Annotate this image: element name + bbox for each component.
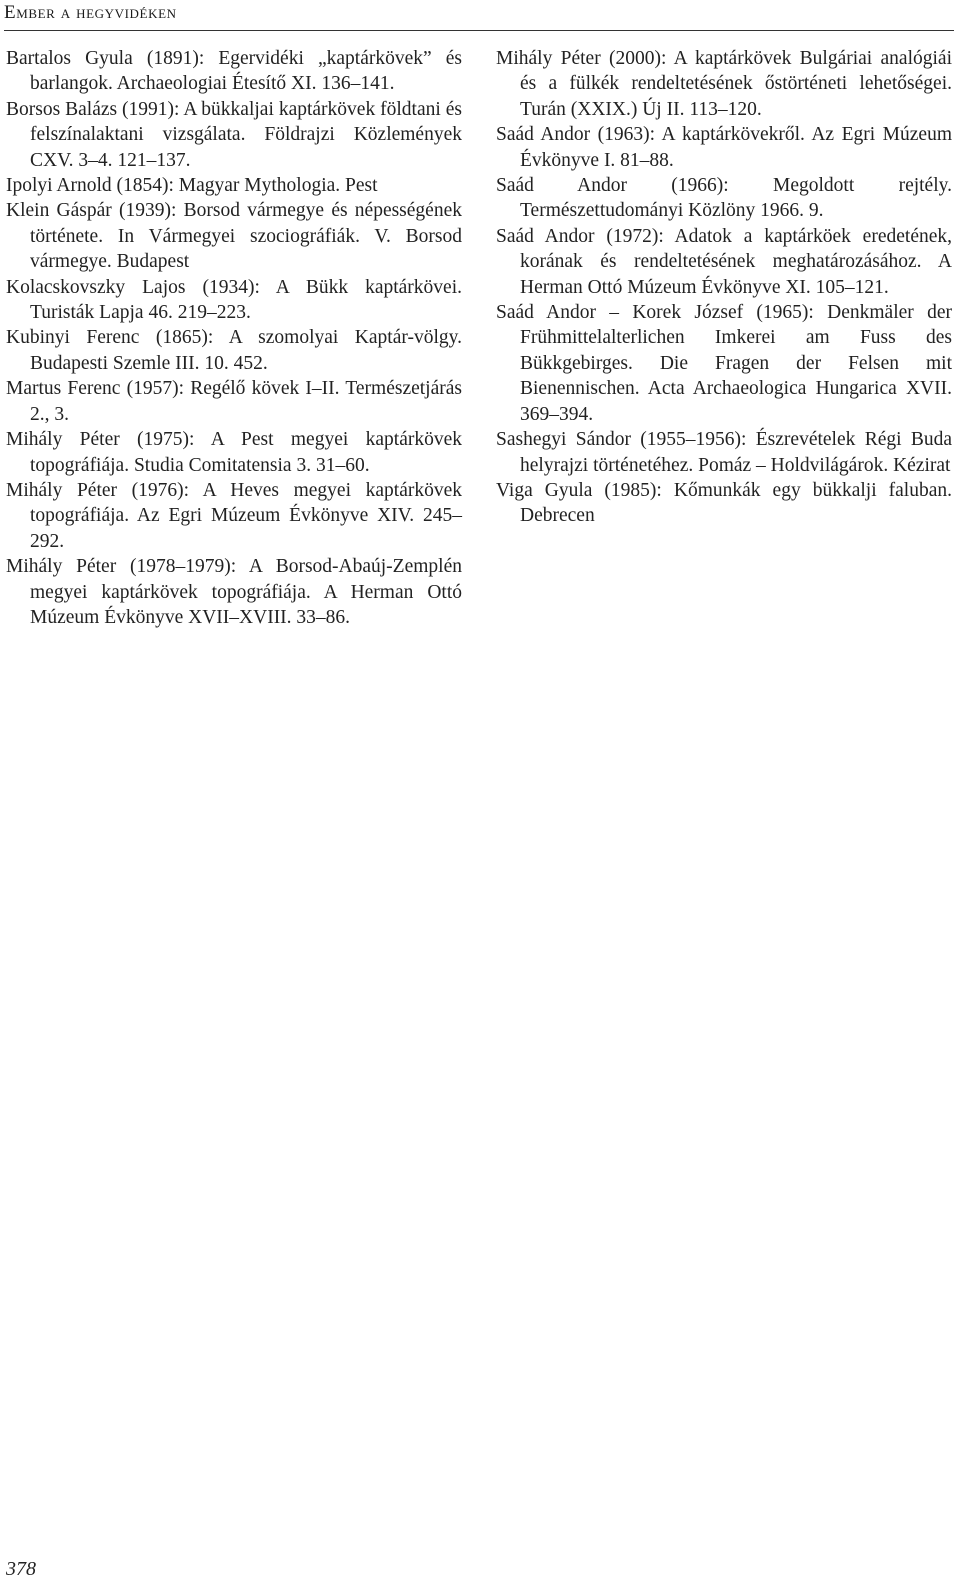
bibliography-left-column: [6, 46, 462, 630]
reference-entry: Sashegyi Sándor (1955–1956): Észrevételek Régi Buda helyrajzi történetéhez. Pomáz – Holdvilágárok. Kézirat: [496, 429, 952, 476]
reference-entry: Saád Andor (1972): Adatok a kaptárköek eredetének, korának és rendeltetésének meghatározásához. A Herman Ottó Múzeum Évkönyve XI. 105–121.: [496, 225, 952, 298]
reference-entry: Ipolyi Arnold (1854): Magyar Mythologia. Pest: [6, 175, 378, 197]
reference-entry: Borsos Balázs (1991): A bükkaljai kaptárkövek földtani és felszínalaktani vizsgálata. Földrajzi Közlemények CXV. 3–4. 121–137.: [6, 98, 462, 171]
reference-entry: Klein Gáspár (1939): Borsod vármegye és népességének története. In Vármegyei szociográfiák. V. Borsod vármegye. Budapest: [6, 200, 462, 273]
running-head: Ember a hegyvidéken: [4, 2, 177, 23]
reference-entry: Saád Andor – Korek József (1965): Denkmäler der Frühmittelalterlichen Imkerei am Fuss des Bükkgebirges. Die Fragen der Felsen mit Bienennischen. Acta Archaeologica Hungarica XVII. 369–394.: [496, 302, 952, 425]
reference-entry: Mihály Péter (1975): A Pest megyei kaptárkövek topográfiája. Studia Comitatensia 3. 31–60.: [6, 429, 462, 476]
reference-entry: Mihály Péter (2000): A kaptárkövek Bulgáriai analógiái és a fülkék rendeltetésének őstörténeti lehetőségei. Turán (XXIX.) Új II. 113–120.: [496, 48, 952, 120]
reference-entry: Viga Gyula (1985): Kőmunkák egy bükkalji faluban. Debrecen: [496, 479, 952, 527]
header-rule: [4, 30, 954, 31]
reference-entry: Kolacskovszky Lajos (1934): A Bükk kaptárkövei. Turisták Lapja 46. 219–223.: [6, 276, 462, 324]
reference-entry: Mihály Péter (1978–1979): A Borsod-Abaúj-Zemplén megyei kaptárkövek topográfiája. A Herman Ottó Múzeum Évkönyve XVII–XVIII. 33–86.: [6, 556, 462, 628]
reference-entry: Martus Ferenc (1957): Regélő kövek I–II. Természetjárás 2., 3.: [6, 378, 462, 425]
reference-entry: Saád Andor (1966): Megoldott rejtély. Természettudományi Közlöny 1966. 9.: [496, 175, 952, 222]
bibliography-right-column: [496, 46, 952, 529]
page-number: 378: [6, 1558, 36, 1580]
reference-entry: Mihály Péter (1976): A Heves megyei kaptárkövek topográfiája. Az Egri Múzeum Évkönyve XIV. 245–292.: [6, 479, 462, 552]
reference-entry: Saád Andor (1963): A kaptárkövekről. Az Egri Múzeum Évkönyve I. 81–88.: [496, 124, 952, 171]
reference-entry: Kubinyi Ferenc (1865): A szomolyai Kaptár-völgy. Budapesti Szemle III. 10. 452.: [6, 327, 462, 374]
reference-entry: Bartalos Gyula (1891): Egervidéki „kaptárkövek” és barlangok. Archaeologiai Étesítő XI. 136–141.: [6, 48, 462, 95]
